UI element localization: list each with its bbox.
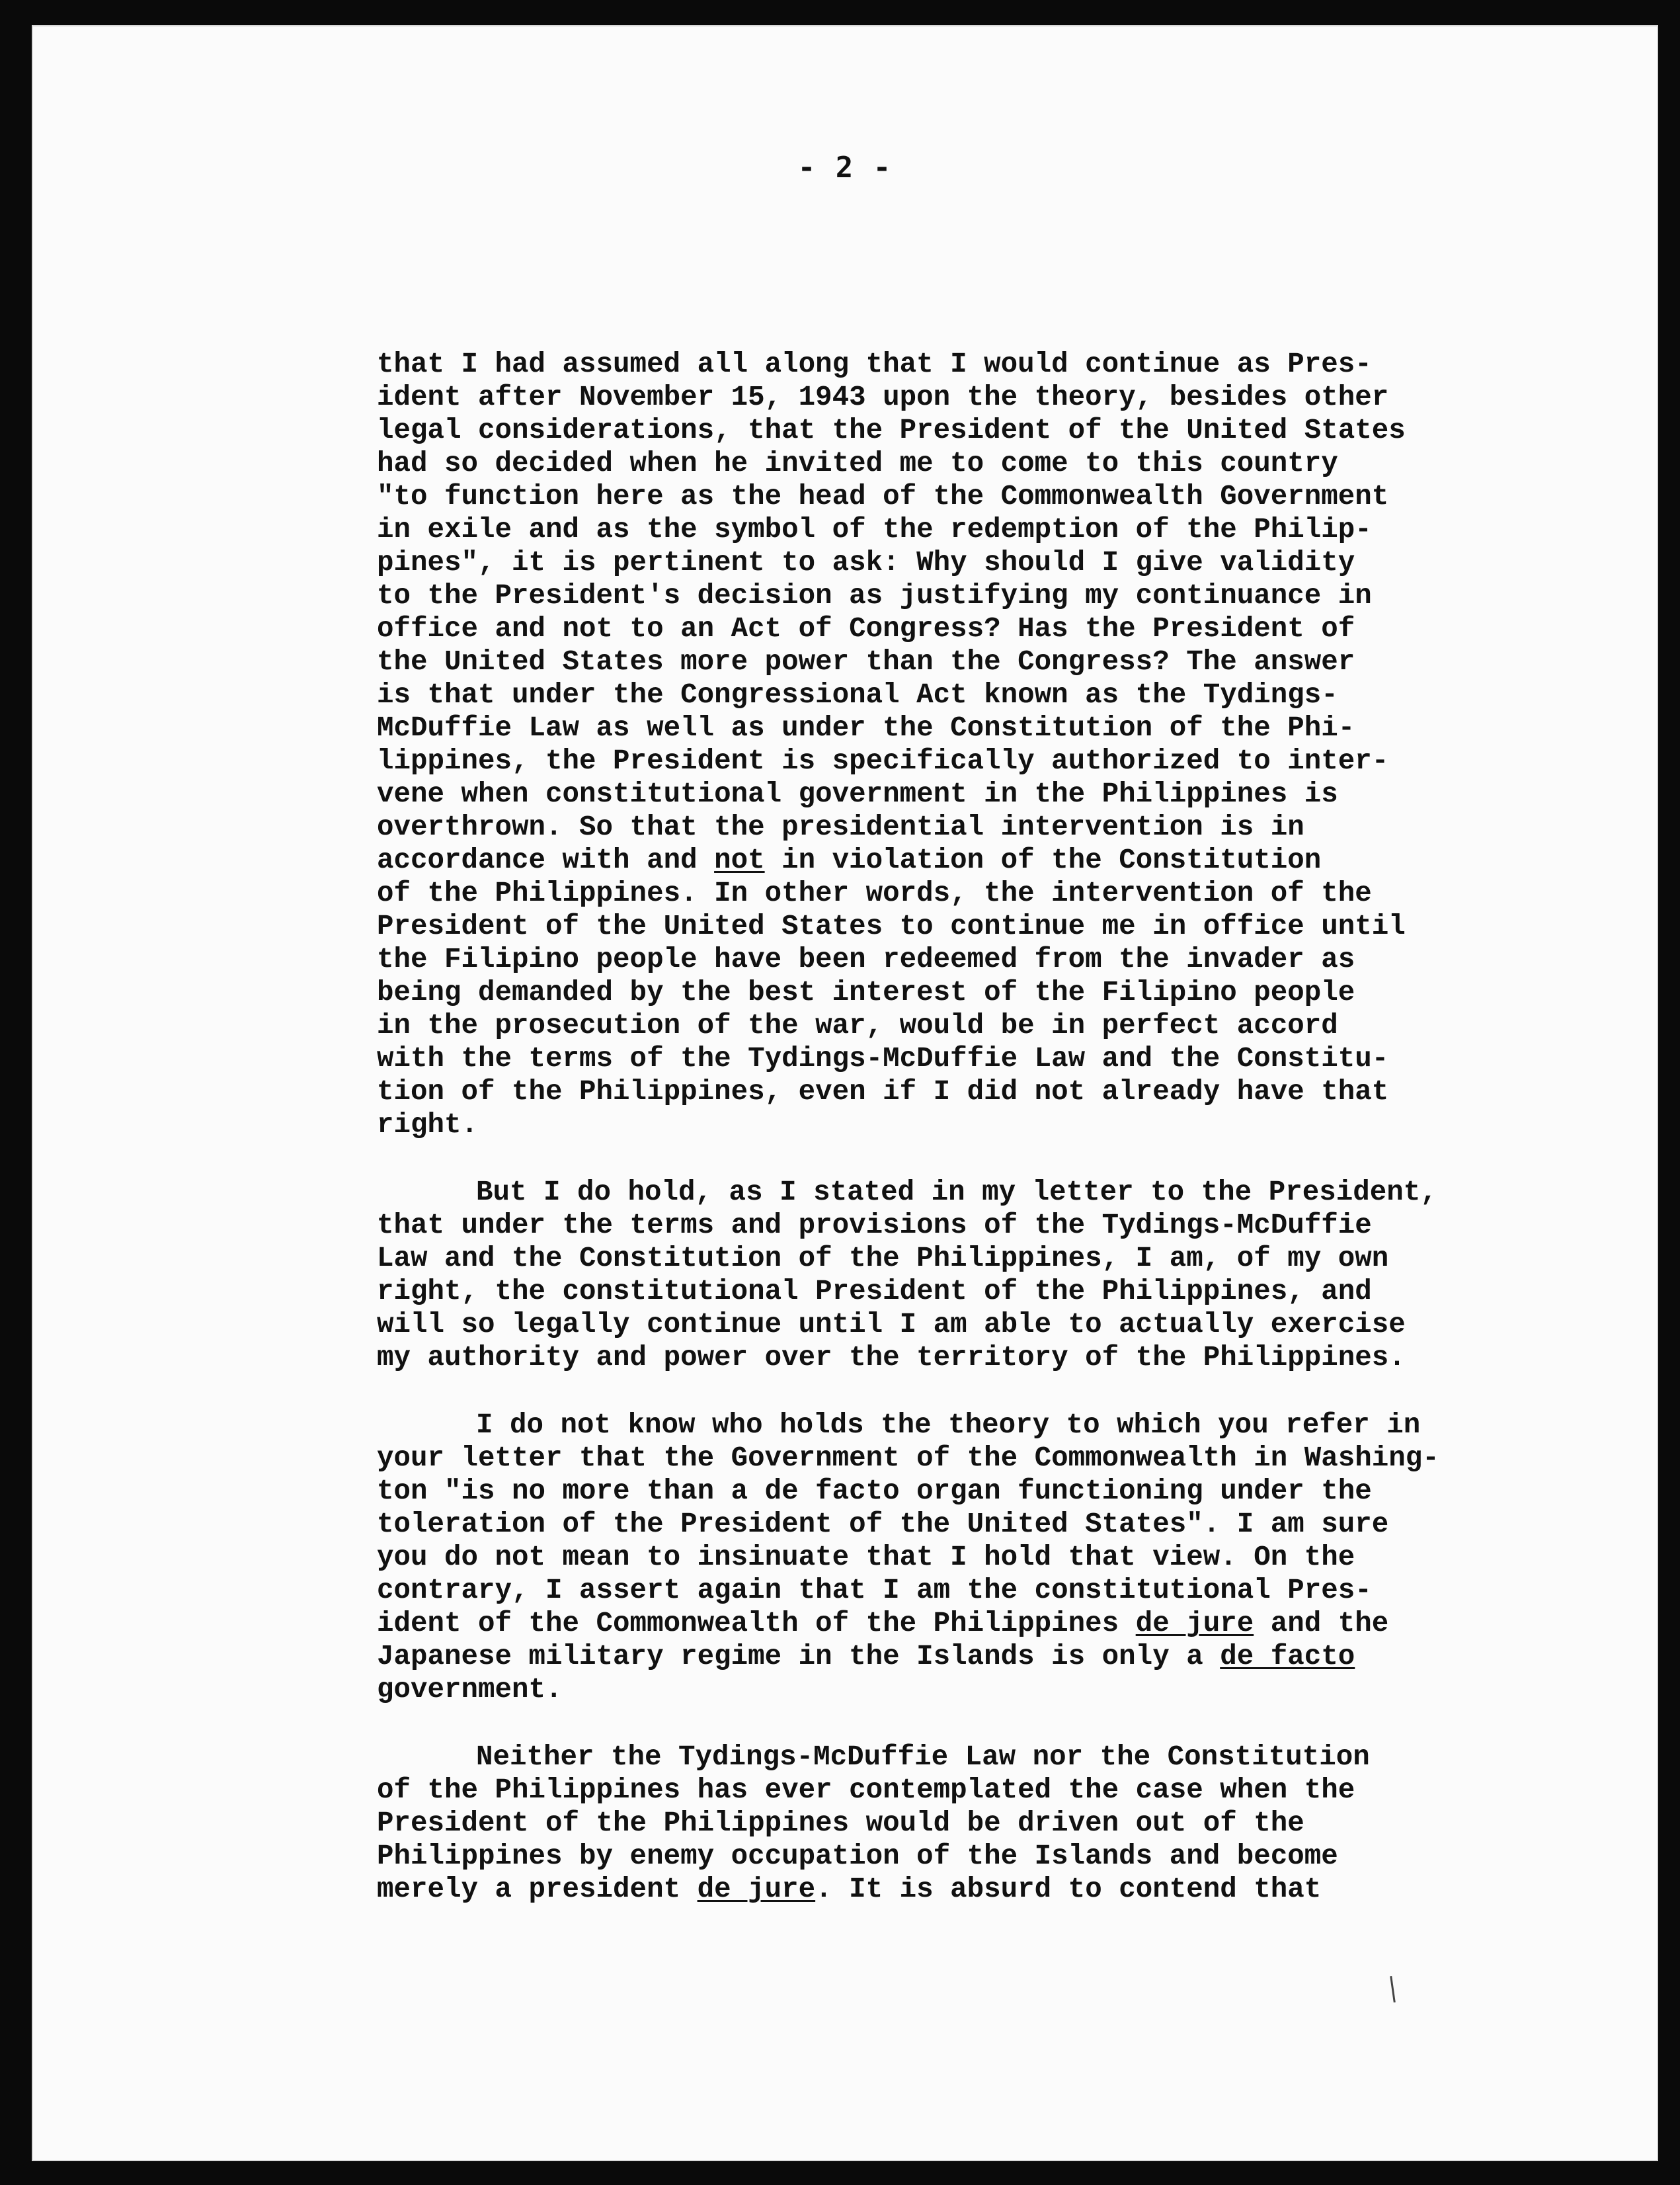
- paragraph-3: [377, 1409, 1633, 1706]
- text-line: my authority and power over the territory of the Philippines.: [377, 1342, 1406, 1374]
- paragraph-1: [377, 348, 1633, 1141]
- document-page: [32, 25, 1658, 2161]
- page-number: - 2 -: [797, 151, 893, 185]
- text-line: lippines, the President is specifically authorized to inter-: [377, 745, 1389, 777]
- text-line: I do not know who holds the theory to which you refer in: [476, 1409, 1421, 1441]
- scan-mark: [1390, 1976, 1396, 2002]
- text-line: Philippines by enemy occupation of the Islands and become: [377, 1840, 1338, 1872]
- text-line: of the Philippines. In other words, the intervention of the: [377, 878, 1372, 909]
- text-segment: and the: [1254, 1608, 1389, 1639]
- text-line: tion of the Philippines, even if I did not already have that: [377, 1076, 1389, 1108]
- underlined-phrase: de facto: [1220, 1641, 1355, 1672]
- text-line: that I had assumed all along that I would continue as Pres-: [377, 349, 1372, 380]
- text-line: right.: [377, 1109, 479, 1141]
- text-segment: . It is absurd to contend that: [815, 1874, 1322, 1905]
- text-line: legal considerations, that the President of the United States: [377, 415, 1406, 446]
- text-line: [377, 1873, 1633, 1906]
- text-line: overthrown. So that the presidential intervention is in: [377, 811, 1304, 843]
- text-line: President of the United States to continue me in office until: [377, 911, 1406, 942]
- text-line: the United States more power than the Congress? The answer: [377, 646, 1355, 678]
- text-line: office and not to an Act of Congress? Has the President of: [377, 613, 1355, 645]
- text-segment: in violation of the Constitution: [764, 845, 1322, 876]
- text-line: with the terms of the Tydings-McDuffie Law and the Constitu-: [377, 1043, 1389, 1075]
- text-line: in exile and as the symbol of the redemption of the Philip-: [377, 514, 1372, 546]
- paragraph-4: [377, 1741, 1633, 1906]
- text-line: McDuffie Law as well as under the Constitution of the Phi-: [377, 712, 1355, 744]
- text-line: [377, 1640, 1633, 1673]
- text-line: of the Philippines has ever contemplated the case when the: [377, 1774, 1355, 1806]
- text-segment: merely a president: [377, 1874, 698, 1905]
- text-line: you do not mean to insinuate that I hold that view. On the: [377, 1542, 1355, 1573]
- text-segment: ident of the Commonwealth of the Philippines: [377, 1608, 1136, 1639]
- text-line: government.: [377, 1674, 563, 1706]
- text-line: [377, 844, 1633, 877]
- text-line: is that under the Congressional Act known as the Tydings-: [377, 679, 1338, 711]
- text-line: pines", it is pertinent to ask: Why should I give validity: [377, 547, 1355, 579]
- text-line: will so legally continue until I am able to actually exercise: [377, 1309, 1406, 1340]
- text-line: contrary, I assert again that I am the constitutional Pres-: [377, 1575, 1372, 1606]
- text-line: [377, 1607, 1633, 1640]
- underlined-word: not: [714, 845, 765, 876]
- letter-body: [377, 348, 1633, 1940]
- text-line: ton "is no more than a de facto organ functioning under the: [377, 1475, 1372, 1507]
- text-line: Law and the Constitution of the Philippines, I am, of my own: [377, 1243, 1389, 1274]
- text-line: "to function here as the head of the Commonwealth Government: [377, 481, 1389, 513]
- paragraph-2: [377, 1176, 1633, 1374]
- text-line: right, the constitutional President of the Philippines, and: [377, 1276, 1372, 1307]
- text-line: in the prosecution of the war, would be in perfect accord: [377, 1010, 1338, 1042]
- underlined-phrase: de jure: [1135, 1608, 1254, 1639]
- text-line: being demanded by the best interest of the Filipino people: [377, 977, 1355, 1009]
- text-line: the Filipino people have been redeemed from the invader as: [377, 944, 1355, 975]
- text-line: Neither the Tydings-McDuffie Law nor the Constitution: [476, 1741, 1370, 1773]
- text-line: toleration of the President of the United States". I am sure: [377, 1508, 1389, 1540]
- text-line: had so decided when he invited me to come to this country: [377, 448, 1338, 479]
- text-segment: Japanese military regime in the Islands is only a: [377, 1641, 1220, 1672]
- underlined-phrase: de jure: [697, 1874, 816, 1905]
- text-segment: accordance with and: [377, 845, 715, 876]
- text-line: vene when constitutional government in the Philippines is: [377, 778, 1338, 810]
- text-line: President of the Philippines would be driven out of the: [377, 1807, 1304, 1839]
- text-line: ident after November 15, 1943 upon the theory, besides other: [377, 382, 1389, 413]
- text-line: your letter that the Government of the Commonwealth in Washing-: [377, 1442, 1439, 1474]
- text-line: that under the terms and provisions of the Tydings-McDuffie: [377, 1210, 1372, 1241]
- text-line: But I do hold, as I stated in my letter to the President,: [476, 1176, 1437, 1208]
- text-line: to the President's decision as justifying my continuance in: [377, 580, 1372, 612]
